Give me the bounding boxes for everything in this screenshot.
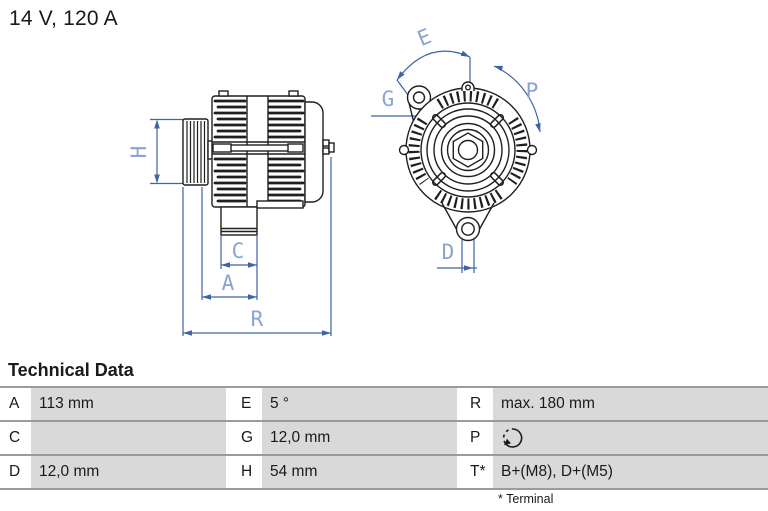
terminal-tip bbox=[329, 143, 334, 152]
row-label-cell: E bbox=[236, 388, 262, 420]
column-gap bbox=[226, 456, 236, 488]
column-gap bbox=[457, 422, 466, 454]
dim-label-C: C bbox=[231, 239, 245, 263]
terminal-stud-lower bbox=[323, 148, 329, 154]
top-boss-front bbox=[219, 91, 228, 96]
row-label-cell: A bbox=[0, 388, 31, 420]
row-label-cell: H bbox=[236, 456, 262, 488]
left-tab bbox=[400, 146, 409, 155]
row-value-cell bbox=[31, 422, 226, 454]
front-housing-outline bbox=[406, 88, 530, 212]
row-value-cell: 54 mm bbox=[262, 456, 457, 488]
top-boss-rear bbox=[289, 91, 298, 96]
mid-block-left bbox=[213, 144, 231, 152]
column-gap bbox=[226, 388, 236, 420]
rear-bottom-boss bbox=[257, 201, 303, 208]
terminal-footnote: * Terminal bbox=[498, 492, 554, 506]
row-label-cell: G bbox=[236, 422, 262, 454]
column-gap bbox=[457, 388, 466, 420]
row-label-cell: C bbox=[0, 422, 31, 454]
alternator-side-view bbox=[183, 91, 334, 235]
mid-band bbox=[229, 145, 289, 151]
row-value-cell bbox=[493, 422, 768, 454]
technical-data-heading: Technical Data bbox=[8, 360, 134, 380]
terminal-stud-upper bbox=[323, 140, 329, 146]
product-spec-title: 14 V, 120 A bbox=[9, 7, 118, 30]
clockwise-rotation-icon bbox=[501, 427, 525, 449]
row-value-cell: 12,0 mm bbox=[31, 456, 226, 488]
table-divider bbox=[0, 488, 768, 490]
row-value-cell: max. 180 mm bbox=[493, 388, 768, 420]
dim-label-R: R bbox=[250, 307, 264, 331]
right-tab bbox=[528, 146, 537, 155]
row-label-cell: D bbox=[0, 456, 31, 488]
row-value-cell: 12,0 mm bbox=[262, 422, 457, 454]
table-row bbox=[0, 456, 768, 488]
row-value-cell: 113 mm bbox=[31, 388, 226, 420]
row-label-cell: T* bbox=[466, 456, 493, 488]
row-value-cell: B+(M8), D+(M5) bbox=[493, 456, 768, 488]
table-row bbox=[0, 422, 768, 454]
technical-data-table bbox=[0, 386, 768, 490]
table-row bbox=[0, 388, 768, 420]
column-gap bbox=[226, 422, 236, 454]
dim-label-P: P bbox=[525, 79, 539, 103]
row-label-cell: P bbox=[466, 422, 493, 454]
bottom-lug bbox=[457, 218, 480, 241]
dim-label-D: D bbox=[441, 240, 455, 264]
mid-block-right bbox=[288, 144, 303, 152]
dim-label-E: E bbox=[414, 24, 435, 52]
dim-label-A: A bbox=[221, 271, 235, 295]
row-value-cell: 5 ° bbox=[262, 388, 457, 420]
row-label-cell: R bbox=[466, 388, 493, 420]
dim-label-H: H bbox=[127, 145, 151, 159]
dim-label-G: G bbox=[381, 87, 395, 111]
alternator-front-view bbox=[400, 82, 537, 241]
rear-cover bbox=[305, 102, 323, 202]
column-gap bbox=[457, 456, 466, 488]
